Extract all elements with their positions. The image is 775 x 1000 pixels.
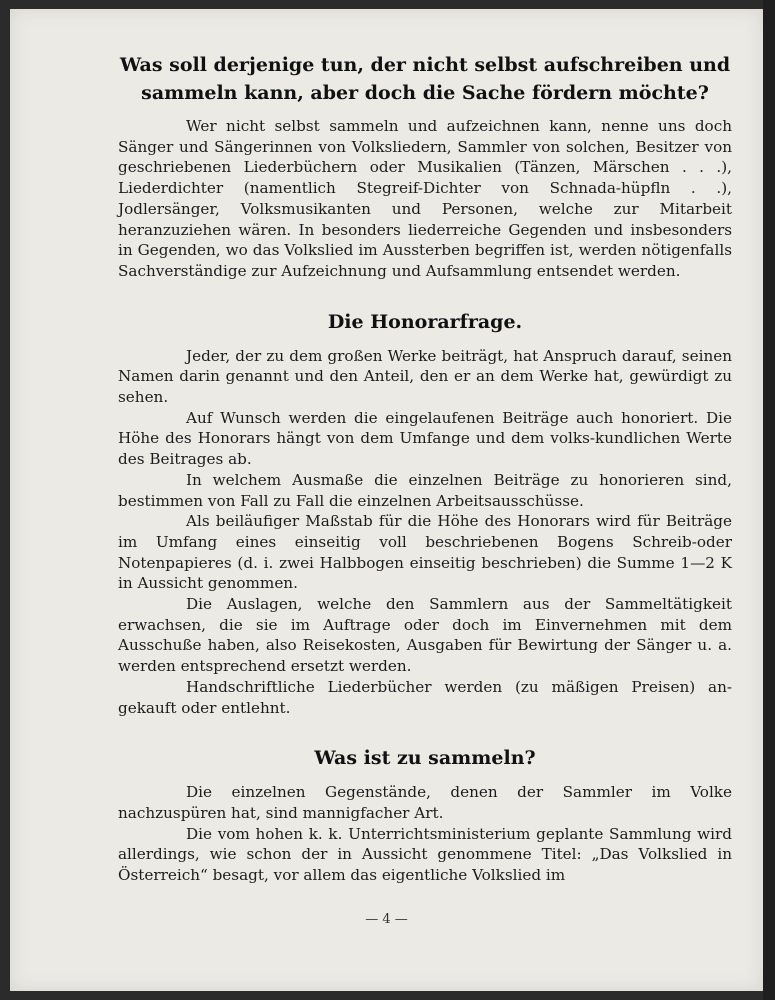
paragraph-honorar-2: Auf Wunsch werden die eingelaufenen Beiträge auch honoriert. Die Höhe des Honorars hängt von dem Umfange und dem volks-kundlichen Werte des Beitrages ab. [118,408,732,469]
paragraph-honorar-1: Jeder, der zu dem großen Werke beiträgt, hat Anspruch darauf, seinen Namen darin genannt und den Anteil, den er an dem Werke hat, gewürdigt zu sehen. [118,346,732,407]
page-number: — 4 — [365,912,408,927]
paragraph-honorar-5: Die Auslagen, welche den Sammlern aus der Sammeltätigkeit erwachsen, die sie im Auftrage oder doch im Einvernehmen mit dem Ausschuße haben, also Reisekosten, Ausgaben für Bewirtung der Sänger u. a. werden entsprechend ersetzt werden. [118,595,732,676]
page-body [118,51,732,886]
paragraph-honorar-6: Handschriftliche Liederbücher werden (zu mäßigen Preisen) an-gekauft oder entlehnt. [118,677,732,717]
section-heading-sammeln: Was ist zu sammeln? [314,747,536,770]
paragraph-honorar-4: Als beiläufiger Maßstab für die Höhe des Honorars wird für Beiträge im Umfang eines einseitig voll beschriebenen Bogens Schreib-oder Notenpapieres (d. i. zwei Halbbogen einseitig beschrieben) die Summe 1—2 K in Aussicht genommen. [118,512,732,593]
section-heading-honorar: Die Honorarfrage. [327,310,523,333]
paragraph-sammeln-2: Die vom hohen k. k. Unterrichtsministerium geplante Sammlung wird allerdings, wie schon der in Aussicht genommene Titel: „Das Volkslied in Österreich“ besagt, vor allem das eigentliche Volkslied im [118,824,732,885]
paragraph-honorar-3: In welchem Ausmaße die einzelnen Beiträge zu honorieren sind, bestimmen von Fall zu Fall die einzelnen Arbeitsausschüsse. [118,470,732,510]
paragraph-sammeln-1: Die einzelnen Gegenstände, denen der Sammler im Volke nachzuspüren hat, sind mannigfacher Art. [118,783,732,822]
book-spine-edge [763,0,775,1000]
document-page [10,9,763,991]
section-heading-main: Was soll derjenige tun, der nicht selbst aufschreiben und sammeln kann, aber doch die Sache fördern möchte? [119,54,731,104]
paragraph-main: Wer nicht selbst sammeln und aufzeichnen kann, nenne uns doch Sänger und Sängerinnen von Volksliedern, Sammler von solchen, Besitzer von geschriebenen Liederbüchern oder Musikalien (Tänzen, Märschen . . .), Liederdichter (namentlich Stegreif-Dichter von Schnada-hüpfln . .), Jodlersänger, Volksmusikanten und Personen, welche zur Mitarbeit heranzuziehen wären. In besonders liederreiche Gegenden und insbesonders in Gegenden, wo das Volkslied im Aussterben begriffen ist, werden nötigenfalls Sachverständige zur Aufzeichnung und Aufsammlung entsendet werden. [118,117,732,280]
